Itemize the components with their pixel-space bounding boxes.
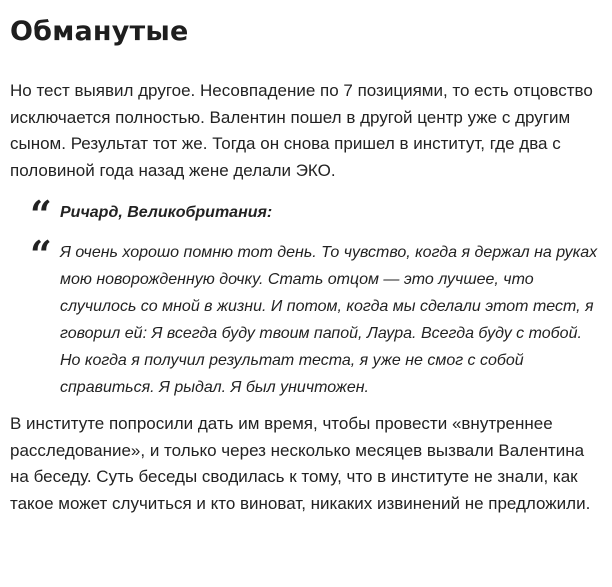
quote-icon: “ — [30, 232, 52, 277]
article-title: Обманутые — [10, 16, 189, 47]
quote-body-block — [10, 232, 604, 401]
article-paragraph-outro: В институте попросили дать им время, чтобы провести «внутреннее расследование», и только через несколько месяцев вызвали Валентина на беседу. Суть беседы сводилась к тому, что в институте не знали, как такое может случиться и кто виноват, никаких извинений не предложили. — [10, 414, 591, 513]
quote-author-block — [10, 192, 604, 237]
quote-body-text: Я очень хорошо помню тот день. То чувство, когда я держал на руках мою новорожденную дочку. Стать отцом — это лучшее, что случилось со мной в жизни. И потом, когда мы сделали этот тест, я говорил ей: Я всегда буду твоим папой, Лаура. Всегда буду с тобой. Но когда я получил результат теста, я уже не смог с собой справиться. Я рыдал. Я был уничтожен. — [60, 244, 598, 396]
quote-author-text: Ричард, Великобритания: — [60, 204, 273, 221]
quote-icon: “ — [30, 192, 52, 237]
article-paragraph-intro: Но тест выявил другое. Несовпадение по 7 позициями, то есть отцовство исключается полностью. Валентин пошел в другой центр уже с другим сыном. Результат тот же. Тогда он снова пришел в институт, где два с половиной года назад жене делали ЭКО. — [10, 81, 593, 180]
